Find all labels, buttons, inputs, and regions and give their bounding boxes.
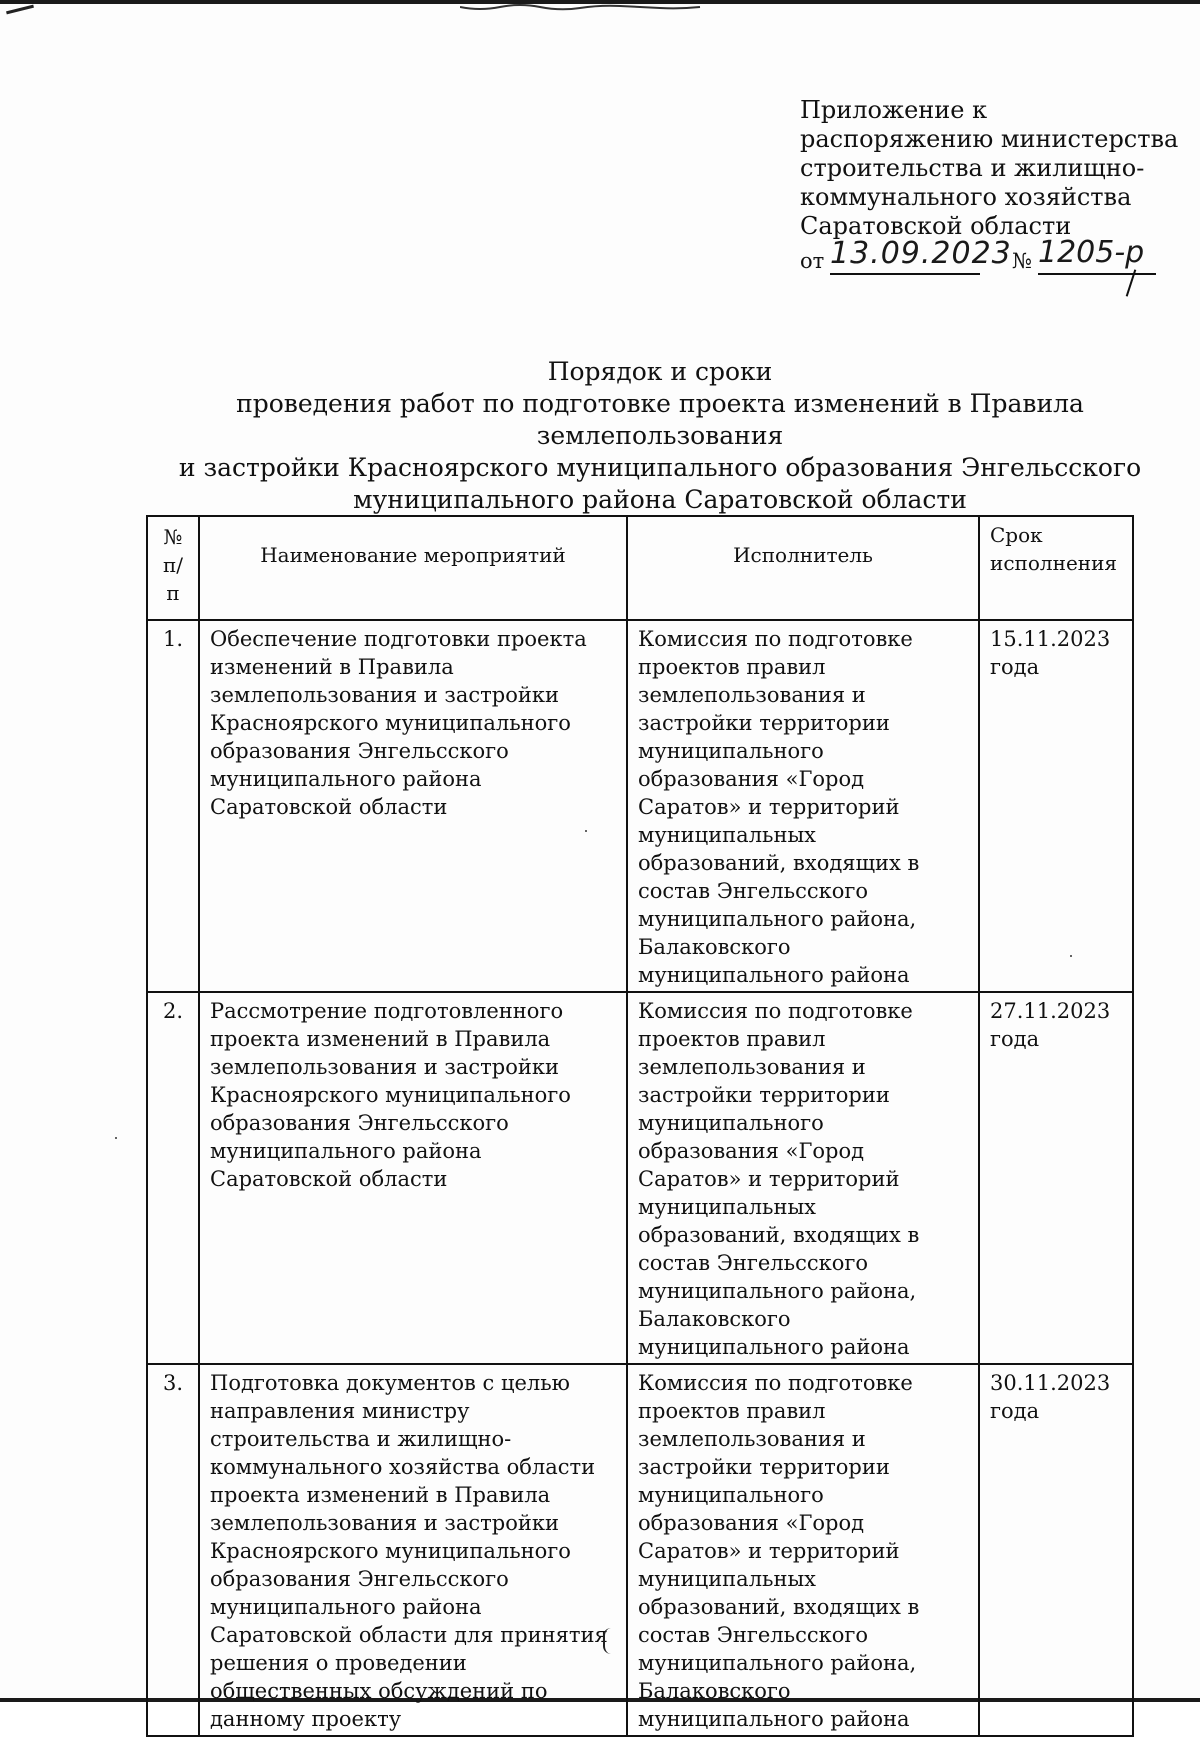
table-row xyxy=(147,992,1133,1364)
scan-top-artifact xyxy=(460,2,720,12)
row-executor: Комиссия по подготовке проектов правил землепользования и застройки территории муниципального образования «Город Саратов» и территорий муниципальных образований, входящих в состав Энгельсского муниципального района, Балаковского муниципального района xyxy=(627,620,979,992)
row-activity: Обеспечение подготовки проекта изменений в Правила землепользования и застройки Красноярского муниципального образования Энгельсского муниципального района Саратовской области xyxy=(199,620,627,992)
page-mark xyxy=(603,1628,615,1654)
header-deadline xyxy=(979,516,1133,620)
number-prefix: № xyxy=(1012,249,1032,273)
header-deadline-line2: исполнения xyxy=(990,551,1118,575)
title-line: и застройки Красноярского муниципального образования Энгельсского xyxy=(178,453,1142,482)
row-executor: Комиссия по подготовке проектов правил землепользования и застройки территории муниципального образования «Город Саратов» и территорий муниципальных образований, входящих в состав Энгельсского муниципального района, Балаковского муниципального района xyxy=(627,1364,979,1736)
header-executor: Исполнитель xyxy=(627,516,979,620)
appendix-line: строительства и жилищно- xyxy=(800,154,1145,182)
row-activity: Подготовка документов с целью направления министру строительства и жилищно-коммунального хозяйства области проекта изменений в Правила землепользования и застройки Красноярского муниципального образования Энгельсского муниципального района Саратовской области для принятия решения о проведении общественных обсуждений по данному проекту xyxy=(199,1364,627,1736)
row-number: 2. xyxy=(147,992,199,1364)
table-row xyxy=(147,1364,1133,1736)
header-number xyxy=(147,516,199,620)
handwritten-date: 13.09.2023 xyxy=(830,235,980,275)
header-number-line2: п/п xyxy=(162,553,184,605)
row-activity: Рассмотрение подготовленного проекта изменений в Правила землепользования и застройки Красноярского муниципального образования Энгельсского муниципального района Саратовской области xyxy=(199,992,627,1364)
appendix-date-row xyxy=(800,235,1180,281)
appendix-line: коммунального хозяйства xyxy=(800,183,1132,211)
row-number: 3. xyxy=(147,1364,199,1736)
appendix-line: Саратовской области xyxy=(800,212,1072,240)
appendix-header xyxy=(800,96,1180,281)
appendix-line: распоряжению министерства xyxy=(800,125,1179,153)
title-line: Порядок и сроки xyxy=(547,357,773,386)
header-deadline-line1: Срок xyxy=(990,523,1043,547)
header-number-line1: № xyxy=(163,525,183,549)
row-number: 1. xyxy=(147,620,199,992)
table-row xyxy=(147,620,1133,992)
table-header-row xyxy=(147,516,1133,620)
title-line: муниципального района Саратовской области xyxy=(353,485,967,514)
row-executor: Комиссия по подготовке проектов правил землепользования и застройки территории муниципального образования «Город Саратов» и территорий муниципальных образований, входящих в состав Энгельсского муниципального района, Балаковского муниципального района xyxy=(627,992,979,1364)
scan-dot xyxy=(115,1137,117,1139)
schedule-table xyxy=(146,515,1134,1737)
header-activity-name: Наименование мероприятий xyxy=(199,516,627,620)
row-deadline: 27.11.2023 года xyxy=(979,992,1133,1364)
row-deadline: 30.11.2023 года xyxy=(979,1364,1133,1736)
date-prefix: от xyxy=(800,249,825,273)
document-title xyxy=(140,356,1180,516)
appendix-line: Приложение к xyxy=(800,96,988,124)
scan-corner-mark xyxy=(6,5,34,15)
row-deadline: 15.11.2023 года xyxy=(979,620,1133,992)
handwritten-number: 1205-р xyxy=(1038,233,1156,275)
title-line: проведения работ по подготовке проекта изменений в Правила землепользования xyxy=(236,389,1084,450)
